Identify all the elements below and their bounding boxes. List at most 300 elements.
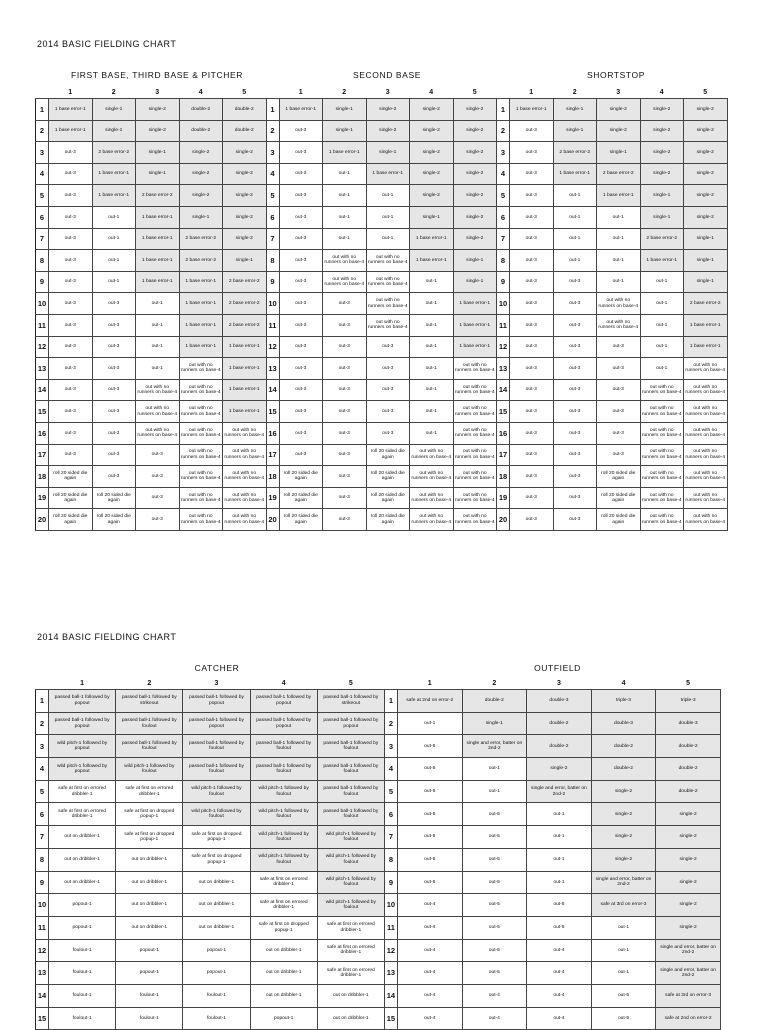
result-cell: single-2 xyxy=(656,916,721,939)
row-number: 3 xyxy=(497,142,510,164)
result-cell: single-1 xyxy=(640,185,684,207)
row-number: 6 xyxy=(266,206,279,228)
result-cell: 1 base error-1 xyxy=(223,358,267,380)
result-cell: 1 base error-1 xyxy=(453,293,497,315)
row-number: 17 xyxy=(266,444,279,466)
row-number: 15 xyxy=(497,401,510,423)
result-cell: out-3 xyxy=(279,163,323,185)
result-cell: 2 base error-2 xyxy=(223,293,267,315)
result-cell: wild pitch-1 followed by popout xyxy=(49,735,116,758)
result-cell: foulout-1 xyxy=(116,984,183,1007)
result-cell: out-4 xyxy=(527,984,592,1007)
result-cell: out-3 xyxy=(49,228,93,250)
row-number: 11 xyxy=(497,314,510,336)
row-number: 3 xyxy=(36,735,49,758)
result-cell: out-1 xyxy=(640,293,684,315)
result-cell: single-2 xyxy=(656,848,721,871)
section-second-base: SECOND BASE xyxy=(352,70,421,80)
result-cell: out-3 xyxy=(510,358,554,380)
result-cell: out-5 xyxy=(397,848,462,871)
result-cell: out-1 xyxy=(136,358,180,380)
result-cell: out on dribbler-1 xyxy=(250,984,317,1007)
result-cell: out with no runners on base-4 xyxy=(453,358,497,380)
header-spacer xyxy=(266,87,279,99)
result-cell: out with no runners on base-4 xyxy=(640,401,684,423)
result-cell: double-2 xyxy=(527,712,592,735)
row-number: 3 xyxy=(266,142,279,164)
result-cell: wild pitch-1 followed by foulout xyxy=(250,803,317,826)
section-outfield: OUTFIELD xyxy=(534,663,581,673)
row-number: 1 xyxy=(266,99,279,121)
result-cell: out-3 xyxy=(323,336,367,358)
result-cell: out on dribbler-1 xyxy=(250,962,317,985)
result-cell: single-2 xyxy=(179,185,223,207)
table-row xyxy=(36,984,721,1007)
result-cell: out-3 xyxy=(597,336,641,358)
result-cell: out with no runners on base-4 xyxy=(684,509,728,531)
result-cell: single-2 xyxy=(656,803,721,826)
result-cell: double-2 xyxy=(179,99,223,121)
row-number: 17 xyxy=(36,444,49,466)
result-cell: out-4 xyxy=(397,916,462,939)
column-header: 4 xyxy=(410,87,454,99)
row-number: 20 xyxy=(497,509,510,531)
row-number: 7 xyxy=(266,228,279,250)
result-cell: out-5 xyxy=(527,894,592,917)
result-cell: out-1 xyxy=(553,250,597,272)
result-cell: out-5 xyxy=(397,758,462,781)
row-number: 8 xyxy=(497,250,510,272)
result-cell: out-1 xyxy=(410,293,454,315)
row-number: 15 xyxy=(36,1007,49,1030)
result-cell: out-4 xyxy=(397,894,462,917)
result-cell: 1 base error-1 xyxy=(366,163,410,185)
result-cell: out-1 xyxy=(527,803,592,826)
result-cell: wild pitch-1 followed by foulout xyxy=(250,780,317,803)
result-cell: out-3 xyxy=(597,444,641,466)
result-cell: out-3 xyxy=(92,314,136,336)
result-cell: 2 base error-2 xyxy=(179,250,223,272)
result-cell: out on dribbler-1 xyxy=(183,916,250,939)
result-cell: single-2 xyxy=(640,99,684,121)
column-header: 2 xyxy=(116,678,183,690)
result-cell: out-3 xyxy=(510,228,554,250)
result-cell: out-3 xyxy=(92,422,136,444)
row-number: 13 xyxy=(497,358,510,380)
result-cell: single-1 xyxy=(136,163,180,185)
column-header: 3 xyxy=(527,678,592,690)
result-cell: single-2 xyxy=(453,99,497,121)
row-number: 12 xyxy=(36,336,49,358)
row-number: 8 xyxy=(384,848,397,871)
result-cell: out with no runners on base-4 xyxy=(684,401,728,423)
result-cell: passed ball-1 followed by foulout xyxy=(317,758,384,781)
column-header: 2 xyxy=(553,87,597,99)
result-cell: out-1 xyxy=(410,401,454,423)
row-number: 5 xyxy=(36,185,49,207)
result-cell: out with no runners on base-4 xyxy=(179,379,223,401)
result-cell: triple-3 xyxy=(591,690,656,713)
result-cell: out-3 xyxy=(510,293,554,315)
result-cell: out with no runners on base-4 xyxy=(179,422,223,444)
result-cell: out-1 xyxy=(527,871,592,894)
result-cell: foulout-1 xyxy=(49,984,116,1007)
result-cell: foulout-1 xyxy=(116,1007,183,1030)
column-header: 1 xyxy=(49,678,116,690)
row-number: 19 xyxy=(266,487,279,509)
result-cell: out with no runners on base-4 xyxy=(223,487,267,509)
row-number: 7 xyxy=(497,228,510,250)
result-cell: roll 20 sided die again xyxy=(279,487,323,509)
result-cell: roll 20 sided die again xyxy=(279,466,323,488)
result-cell: out-3 xyxy=(553,314,597,336)
result-cell: out-3 xyxy=(510,336,554,358)
result-cell: 1 base error-1 xyxy=(323,142,367,164)
result-cell: 2 base error-2 xyxy=(136,185,180,207)
result-cell: out-3 xyxy=(279,314,323,336)
result-cell: out-3 xyxy=(553,271,597,293)
result-cell: single-1 xyxy=(410,206,454,228)
result-cell: out-1 xyxy=(462,780,527,803)
row-number: 9 xyxy=(36,871,49,894)
result-cell: out with no runners on base-4 xyxy=(684,422,728,444)
result-cell: out with no runners on base-4 xyxy=(179,358,223,380)
column-header: 5 xyxy=(684,87,728,99)
result-cell: single-2 xyxy=(453,120,497,142)
result-cell: roll 20 sided die again xyxy=(279,509,323,531)
result-cell: out with no runners on base-4 xyxy=(223,422,267,444)
row-number: 6 xyxy=(36,803,49,826)
result-cell: out-3 xyxy=(366,336,410,358)
result-cell: out-1 xyxy=(553,206,597,228)
row-number: 16 xyxy=(266,422,279,444)
column-header: 5 xyxy=(656,678,721,690)
result-cell: 2 base error-2 xyxy=(179,228,223,250)
result-cell: out-3 xyxy=(553,466,597,488)
column-header: 4 xyxy=(640,87,684,99)
result-cell: out-3 xyxy=(49,358,93,380)
result-cell: out-1 xyxy=(397,712,462,735)
row-number: 11 xyxy=(266,314,279,336)
result-cell: single-2 xyxy=(684,163,728,185)
result-cell: popout-1 xyxy=(116,962,183,985)
result-cell: single-2 xyxy=(136,120,180,142)
row-number: 4 xyxy=(266,163,279,185)
result-cell: out with no runners on base-4 xyxy=(453,487,497,509)
result-cell: out-3 xyxy=(136,487,180,509)
result-cell: single-2 xyxy=(453,142,497,164)
result-cell: out-3 xyxy=(366,401,410,423)
result-cell: out-3 xyxy=(92,379,136,401)
row-number: 20 xyxy=(266,509,279,531)
row-number: 6 xyxy=(36,206,49,228)
result-cell: out with no runners on base-4 xyxy=(597,293,641,315)
result-cell: out on dribbler-1 xyxy=(183,894,250,917)
row-number: 12 xyxy=(497,336,510,358)
result-cell: out-3 xyxy=(279,379,323,401)
table-row xyxy=(36,803,721,826)
result-cell: roll 20 sided die again xyxy=(366,487,410,509)
table-row xyxy=(36,206,728,228)
result-cell: roll 20 sided die again xyxy=(49,509,93,531)
header-spacer xyxy=(36,87,49,99)
section-shortstop: SHORTSTOP xyxy=(587,70,645,80)
result-cell: roll 20 sided die again xyxy=(366,509,410,531)
result-cell: single-2 xyxy=(656,871,721,894)
result-cell: out-3 xyxy=(279,358,323,380)
row-number: 12 xyxy=(266,336,279,358)
result-cell: out-1 xyxy=(410,422,454,444)
result-cell: single-2 xyxy=(527,758,592,781)
result-cell: out with no runners on base-4 xyxy=(640,379,684,401)
result-cell: out with no runners on base-4 xyxy=(640,466,684,488)
result-cell: out-5 xyxy=(591,984,656,1007)
result-cell: wild pitch-1 followed by foulout xyxy=(317,894,384,917)
result-cell: double-2 xyxy=(656,735,721,758)
row-number: 9 xyxy=(497,271,510,293)
result-cell: out on dribbler-1 xyxy=(250,939,317,962)
result-cell: out-5 xyxy=(462,939,527,962)
result-cell: passed ball-1 followed by popout xyxy=(49,690,116,713)
row-number: 13 xyxy=(384,962,397,985)
result-cell: out on dribbler-1 xyxy=(317,1007,384,1030)
result-cell: out with no runners on base-4 xyxy=(597,314,641,336)
result-cell: passed ball-1 followed by foulout xyxy=(116,712,183,735)
result-cell: out-4 xyxy=(462,984,527,1007)
result-cell: out-3 xyxy=(323,509,367,531)
result-cell: safe at 3rd on error-3 xyxy=(591,894,656,917)
column-header: 1 xyxy=(510,87,554,99)
result-cell: out-1 xyxy=(553,185,597,207)
result-cell: safe at first on errored dribbler-1 xyxy=(250,871,317,894)
row-number: 7 xyxy=(36,826,49,849)
table-row xyxy=(36,142,728,164)
result-cell: out-3 xyxy=(510,120,554,142)
result-cell: out-3 xyxy=(510,314,554,336)
row-number: 14 xyxy=(497,379,510,401)
result-cell: 2 base error-2 xyxy=(223,271,267,293)
table-row xyxy=(36,826,721,849)
result-cell: 1 base error-1 xyxy=(279,99,323,121)
table-row xyxy=(36,916,721,939)
result-cell: out-5 xyxy=(397,735,462,758)
result-cell: single-1 xyxy=(179,206,223,228)
result-cell: out-1 xyxy=(410,379,454,401)
result-cell: out-5 xyxy=(397,871,462,894)
result-cell: 2 base error-2 xyxy=(597,163,641,185)
row-number: 15 xyxy=(266,401,279,423)
result-cell: safe at first on errored dribbler-1 xyxy=(250,894,317,917)
result-cell: out-1 xyxy=(92,228,136,250)
result-cell: roll 20 sided die again xyxy=(49,487,93,509)
result-cell: passed ball-1 followed by strikeout xyxy=(116,690,183,713)
row-number: 10 xyxy=(384,894,397,917)
result-cell: out-1 xyxy=(640,336,684,358)
result-cell: out with no runners on base-4 xyxy=(640,487,684,509)
result-cell: out-3 xyxy=(510,379,554,401)
result-cell: double-3 xyxy=(591,712,656,735)
result-cell: single and error, batter on 2nd-2 xyxy=(591,871,656,894)
result-cell: out-5 xyxy=(397,803,462,826)
column-header: 4 xyxy=(250,678,317,690)
result-cell: single-2 xyxy=(223,206,267,228)
table-row xyxy=(36,99,728,121)
row-number: 10 xyxy=(36,293,49,315)
result-cell: double-2 xyxy=(462,690,527,713)
row-number: 5 xyxy=(384,780,397,803)
result-cell: out-5 xyxy=(591,1007,656,1030)
result-cell: 1 base error-1 xyxy=(179,271,223,293)
table-row xyxy=(36,250,728,272)
row-number: 10 xyxy=(266,293,279,315)
result-cell: 1 base error-1 xyxy=(553,163,597,185)
result-cell: single-2 xyxy=(597,99,641,121)
result-cell: safe at 2nd on error-2 xyxy=(397,690,462,713)
result-cell: double-2 xyxy=(656,780,721,803)
result-cell: out-5 xyxy=(397,780,462,803)
row-number: 17 xyxy=(497,444,510,466)
result-cell: triple-3 xyxy=(656,690,721,713)
result-cell: wild pitch-1 followed by foulout xyxy=(116,758,183,781)
result-cell: safe at first on errored dribbler-1 xyxy=(317,916,384,939)
result-cell: wild pitch-1 followed by foulout xyxy=(317,826,384,849)
result-cell: out-3 xyxy=(49,314,93,336)
result-cell: double-2 xyxy=(527,735,592,758)
row-number: 1 xyxy=(36,99,49,121)
row-number: 6 xyxy=(497,206,510,228)
result-cell: out-5 xyxy=(462,848,527,871)
result-cell: single-1 xyxy=(462,712,527,735)
section-catcher: CATCHER xyxy=(194,663,240,673)
result-cell: single-2 xyxy=(179,163,223,185)
result-cell: safe at first on dropped popup-1 xyxy=(183,848,250,871)
row-number: 18 xyxy=(497,466,510,488)
result-cell: out-3 xyxy=(323,422,367,444)
result-cell: roll 20 sided die again xyxy=(92,509,136,531)
result-cell: out-1 xyxy=(597,228,641,250)
result-cell: out-3 xyxy=(136,444,180,466)
table-row xyxy=(36,712,721,735)
row-number: 2 xyxy=(384,712,397,735)
row-number: 14 xyxy=(36,379,49,401)
result-cell: safe at first on dropped popup-1 xyxy=(116,826,183,849)
row-number: 18 xyxy=(266,466,279,488)
column-header-row xyxy=(36,87,728,99)
result-cell: out-4 xyxy=(397,984,462,1007)
result-cell: single and error, batter on 2nd-2 xyxy=(656,939,721,962)
result-cell: out-5 xyxy=(527,916,592,939)
result-cell: double-2 xyxy=(591,735,656,758)
result-cell: out-1 xyxy=(591,916,656,939)
row-number: 14 xyxy=(384,984,397,1007)
row-number: 8 xyxy=(266,250,279,272)
result-cell: out-1 xyxy=(640,271,684,293)
row-number: 12 xyxy=(384,939,397,962)
result-cell: out with no runners on base-4 xyxy=(684,466,728,488)
column-header: 1 xyxy=(397,678,462,690)
result-cell: wild pitch-1 followed by foulout xyxy=(250,848,317,871)
row-number: 5 xyxy=(497,185,510,207)
result-cell: double-2 xyxy=(656,758,721,781)
result-cell: passed ball-1 followed by strikeout xyxy=(317,690,384,713)
result-cell: out-1 xyxy=(597,271,641,293)
result-cell: out with no runners on base-4 xyxy=(453,401,497,423)
result-cell: out-1 xyxy=(92,271,136,293)
result-cell: out-1 xyxy=(410,314,454,336)
result-cell: single-1 xyxy=(553,120,597,142)
result-cell: out-4 xyxy=(527,939,592,962)
table-row xyxy=(36,422,728,444)
result-cell: single-1 xyxy=(553,99,597,121)
result-cell: single and error, batter on 2nd-2 xyxy=(527,780,592,803)
result-cell: passed ball-1 followed by popout xyxy=(183,690,250,713)
result-cell: out-1 xyxy=(92,206,136,228)
result-cell: out-5 xyxy=(462,962,527,985)
result-cell: foulout-1 xyxy=(183,1007,250,1030)
result-cell: single-2 xyxy=(410,99,454,121)
table-row xyxy=(36,336,728,358)
row-number: 8 xyxy=(36,848,49,871)
result-cell: single-1 xyxy=(223,250,267,272)
column-header: 5 xyxy=(223,87,267,99)
result-cell: wild pitch-1 followed by foulout xyxy=(250,826,317,849)
row-number: 20 xyxy=(36,509,49,531)
row-number: 19 xyxy=(497,487,510,509)
result-cell: out-3 xyxy=(279,120,323,142)
result-cell: safe at first on errored dribbler-1 xyxy=(49,780,116,803)
result-cell: single-2 xyxy=(453,228,497,250)
table-row xyxy=(36,871,721,894)
result-cell: out with no runners on base-4 xyxy=(684,358,728,380)
column-header: 4 xyxy=(179,87,223,99)
result-cell: out-3 xyxy=(49,401,93,423)
row-number: 9 xyxy=(266,271,279,293)
row-number: 4 xyxy=(497,163,510,185)
result-cell: passed ball-1 followed by foulout xyxy=(116,735,183,758)
result-cell: out-3 xyxy=(49,142,93,164)
result-cell: 1 base error-1 xyxy=(510,99,554,121)
result-cell: out-3 xyxy=(279,336,323,358)
result-cell: out with no runners on base-4 xyxy=(223,509,267,531)
row-number: 10 xyxy=(36,894,49,917)
result-cell: single-2 xyxy=(223,142,267,164)
table-row xyxy=(36,487,728,509)
row-number: 8 xyxy=(36,250,49,272)
result-cell: out-3 xyxy=(49,271,93,293)
result-cell: roll 20 sided die again xyxy=(92,487,136,509)
result-cell: 1 base error-1 xyxy=(136,206,180,228)
result-cell: out on dribbler-1 xyxy=(183,871,250,894)
result-cell: out on dribbler-1 xyxy=(116,871,183,894)
result-cell: single-1 xyxy=(684,228,728,250)
result-cell: out with no runners on base-4 xyxy=(640,422,684,444)
column-header: 2 xyxy=(323,87,367,99)
result-cell: out-3 xyxy=(597,422,641,444)
result-cell: single-1 xyxy=(92,120,136,142)
result-cell: out with no runners on base-4 xyxy=(453,444,497,466)
result-cell: wild pitch-1 followed by foulout xyxy=(183,780,250,803)
result-cell: out with no runners on base-4 xyxy=(223,466,267,488)
result-cell: out-1 xyxy=(553,228,597,250)
table-row xyxy=(36,314,728,336)
result-cell: foulout-1 xyxy=(49,939,116,962)
result-cell: single-1 xyxy=(136,142,180,164)
result-cell: out on dribbler-1 xyxy=(49,826,116,849)
result-cell: 1 base error-1 xyxy=(453,336,497,358)
result-cell: out-3 xyxy=(49,185,93,207)
result-cell: out-5 xyxy=(397,826,462,849)
result-cell: out-3 xyxy=(510,422,554,444)
